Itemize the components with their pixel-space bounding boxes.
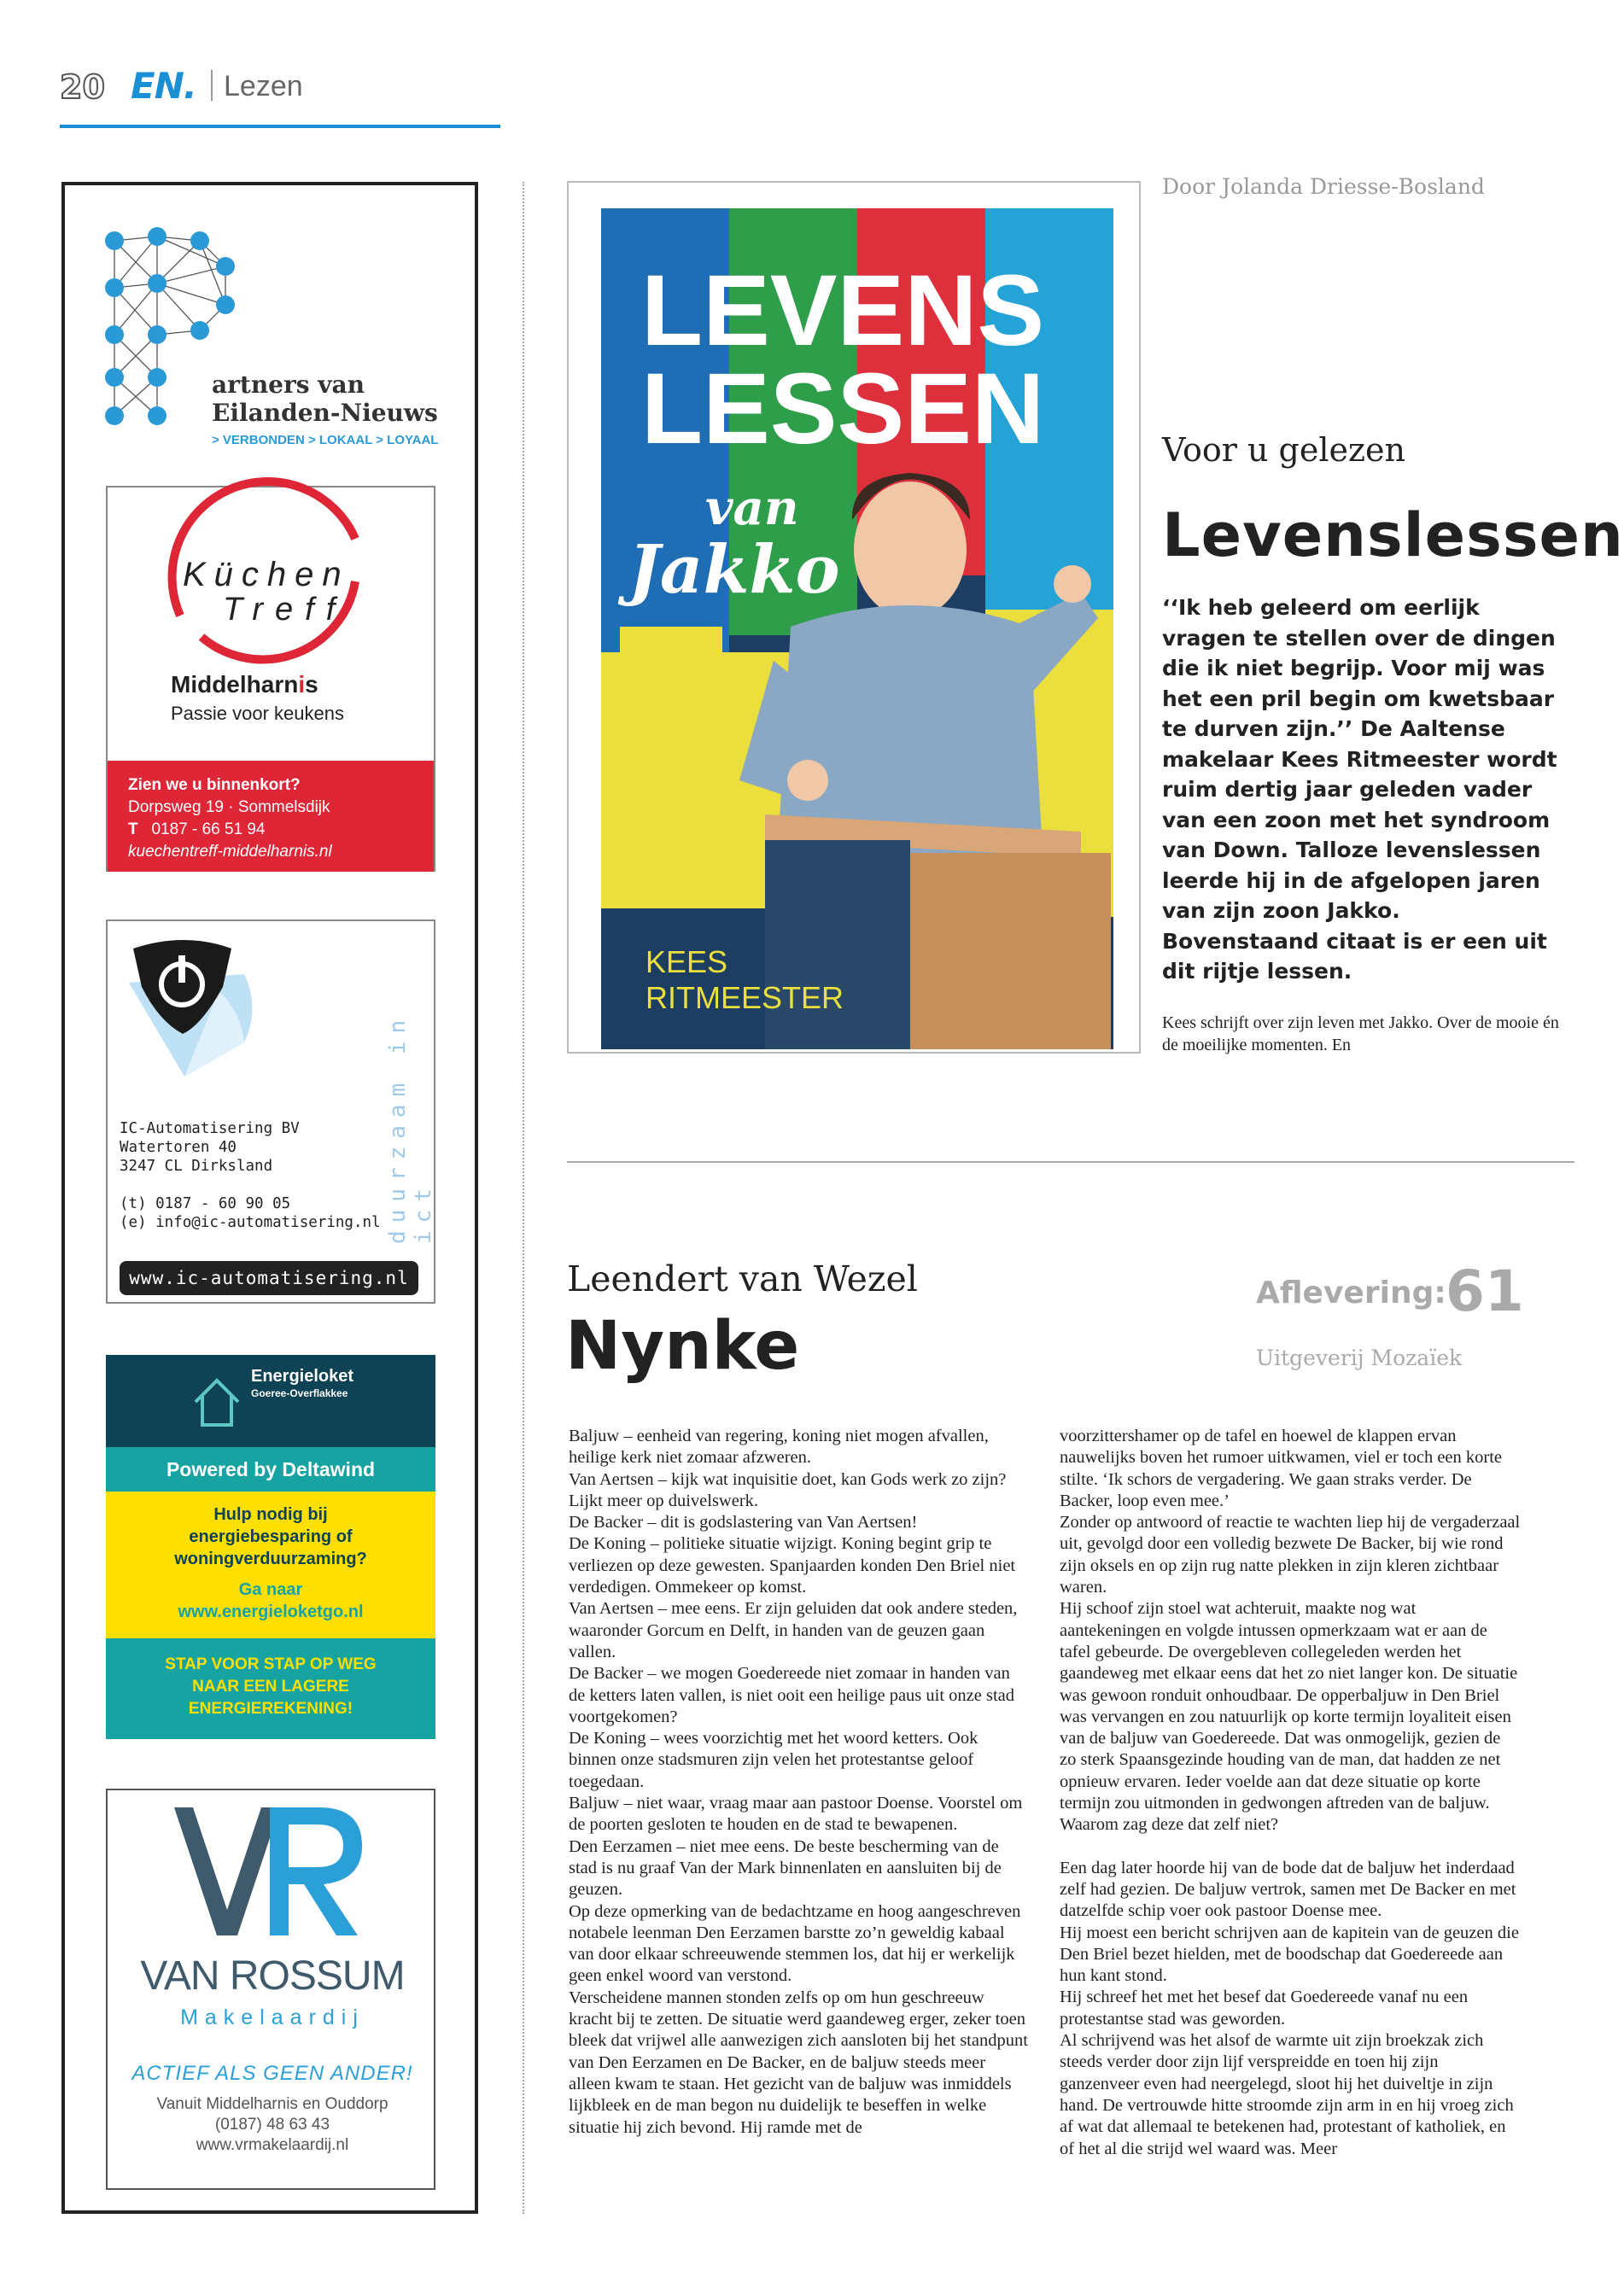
article2-title: Nynke <box>565 1308 800 1385</box>
paragraph: Van Aertsen – kijk wat inquisitie doet, kan Gods werk zo zijn? Lijkt meer op duivelswerk. <box>569 1469 1007 1510</box>
article2-author: Leendert van Wezel <box>567 1258 918 1299</box>
paragraph: Al schrijvend was het alsof de warmte uit zijn broekzak zich steeds verder door zijn lijf verspreidde en toen hij zijn ganzenveer even had neergelegd, sloot hij het duiveltje in zijn hand. De vertrouwde hitte stroomde zijn arm in en hij vroeg zich af wat dat allemaal te betekenen had, protestant of katholiek, en of het al die strijd wel waard was. Meer <box>1060 2031 1514 2158</box>
article1-byline: Door Jolanda Driesse-Bosland <box>1162 174 1485 199</box>
cover-author-first: KEES <box>646 944 728 979</box>
episode-number: 61 <box>1446 1258 1524 1324</box>
cover-title-line1: LEVENS <box>641 254 1045 367</box>
paragraph: Op deze opmerking van de bedachtzame en hoog aangeschreven notabele leenman Den Eerzamen barstte zo’n geweldig kabaal van door elkaar schreeuwende stemmen los, dat hij er werkelijk geen enkel woord van verstond. <box>569 1901 1021 1986</box>
paragraph: voorzittershamer op de tafel en hoewel de klappen ervan nauwelijks boven het rumoer uitkwamen, viel er toch een korte stilte. ‘Ik schors de vergadering. We gaan straks verder. De Backer, loop even mee.’ <box>1060 1427 1503 1510</box>
van-rossum-ad[interactable] <box>106 1789 435 2190</box>
ad-column <box>61 182 478 2214</box>
energieloket-q3: woningverduurzaming? <box>174 1550 367 1568</box>
cover-author-last: RITMEESTER <box>646 980 844 1015</box>
energieloket-powered-by: Powered by Deltawind <box>106 1447 435 1492</box>
energieloket-s2: NAAR EEN LAGERE <box>192 1678 349 1696</box>
paragraph: Verscheidene mannen stonden zelfs op om hun geschreeuw kracht bij te zetten. De situatie werd gaandeweg erger, zeker toen bleek dat vrijwel alle aanwezigen zich aansloten bij het standpunt van Den Eerzamen en De Backer, en de baljuw steeds meer alleen kwam te staan. Het gezicht van de baljuw was inmiddels lijkbleek en de man begon nu duidelijk te beseffen in welke situatie hij zich bevond. Hij ramde met de <box>569 1988 1028 2137</box>
energieloket-title: Energieloket <box>251 1367 354 1386</box>
ict-address <box>120 1119 381 1232</box>
article1-title: Levenslessen <box>1162 500 1624 570</box>
paragraph: Van Aertsen – mee eens. Er zijn geluiden dat ook andere steden, waaronder Gorcum en Delft, in handen van de geuzen gaan vallen. <box>569 1599 1018 1661</box>
paragraph: Baljuw – eenheid van regering, koning niet mogen afvallen, heilige kerk niet zomaar afzweren. <box>569 1427 989 1468</box>
energieloket-q2: energiebesparing of <box>189 1527 353 1546</box>
paragraph: Den Eerzamen – niet mee eens. De beste bescherming van de stad is nu graaf Van der Mark binnenlaten en aansluiten bij de geuzen. <box>569 1836 1002 1900</box>
paragraph-gap <box>1060 1836 1521 1858</box>
energieloket-subtitle: Goeree-Overflakkee <box>251 1387 348 1399</box>
energieloket-question <box>106 1492 435 1638</box>
partners-line2: Eilanden-Nieuws <box>212 399 438 427</box>
kuchentreff-address: Dorpsweg 19 · Sommelsdijk <box>128 798 330 816</box>
ic-automatisering-ad[interactable] <box>106 919 435 1304</box>
article2-column-right <box>1060 1426 1521 2160</box>
energieloket-web-link[interactable]: www.energieloketgo.nl <box>178 1603 364 1621</box>
house-icon <box>187 1372 247 1432</box>
book-cover-image <box>569 183 1142 1055</box>
partners-letter: P <box>166 326 218 406</box>
energieloket-footer <box>106 1638 435 1739</box>
energieloket-s1: STAP VOOR STAP OP WEG <box>165 1655 377 1673</box>
article-divider <box>567 1161 1574 1163</box>
energieloket-q1: Hulp nodig bij <box>213 1505 328 1524</box>
vr-web[interactable]: www.vrmakelaardij.nl <box>196 2136 349 2154</box>
kuchentreff-ad[interactable] <box>106 486 435 872</box>
book-cover <box>567 181 1141 1054</box>
kuchentreff-web[interactable]: kuechentreff-middelharnis.nl <box>128 843 332 861</box>
vr-logo-icon <box>174 1807 371 1944</box>
ict-web-button[interactable]: www.ic-automatisering.nl <box>120 1261 418 1295</box>
paragraph: Een dag later hoorde hij van de bode dat de baljuw het inderdaad zelf had gezien. De baljuw vertrok, samen met De Backer en met datzelfde schip voer ook pastoor Doense mee. <box>1060 1858 1516 1921</box>
kuchentreff-cta: Zien we u binnenkort? <box>128 776 301 794</box>
cover-name: Jakko <box>628 531 840 609</box>
header-separator <box>211 70 213 101</box>
kuchentreff-slogan: Passie voor keukens <box>171 703 344 724</box>
paragraph: Baljuw – niet waar, vraag maar aan pastoor Doense. Voorstel om de poorten gesloten te houden en de stad te bewapenen. <box>569 1794 1023 1835</box>
header-rule <box>60 125 500 128</box>
energieloket-go-label: Ga naar <box>238 1580 303 1599</box>
vr-slogan: ACTIEF ALS GEEN ANDER! <box>131 2062 413 2085</box>
kuchentreff-contact <box>108 761 434 872</box>
partners-line1: artners van <box>212 371 365 399</box>
paragraph: De Koning – politieke situatie wijzigt. Koning begint grip te verliezen op deze gewesten. Spanjaarden konden Den Briel niet verdedigen. Ommekeer op komst. <box>569 1534 1016 1597</box>
paragraph: Hij schreef het met het besef dat Goedereede vanaf nu een protestantse stad was geworden. <box>1060 1988 1469 2029</box>
vr-contact <box>108 2094 437 2156</box>
energieloket-s3: ENERGIEREKENING! <box>188 1700 353 1718</box>
energieloket-ad[interactable] <box>106 1355 435 1739</box>
partners-tagline: > VERBONDEN > LOKAAL > LOYAAL <box>212 433 439 447</box>
paragraph: Hij schoof zijn stoel wat achteruit, maakte nog wat aantekeningen en volgde intussen opmerkzaam wat er aan de tafel gebeurde. De overgebleven collegeleden werden het gaandeweg met elkaar eens dat het zo niet langer kon. De situatie was gewoon ronduit onhoudbaar. De opperbaljuw in Den Briel was vervangen en zou natuurlijk op korte termijn loyaliteit eisen van de baljuw van Goedereede. Dat was onmogelijk, gezien de zo sterk Spaansgezinde houding van de man, dat hadden ze net opnieuw ervaren. Ieder voelde aan dat deze situatie op korte termijn zou uitmonden in gedwongen aftreden van de baljuw. Waarom zag deze dat zelf niet? <box>1060 1599 1518 1835</box>
article1-intro: ‘‘Ik heb geleerd om eerlijk vragen te stellen over de dingen die ik niet begrijp. Voor mij was het een pril begin om kwetsbaar te durven zijn.’’ De Aaltense makelaar Kees Ritmeester wordt ruim dertig jaar geleden vader van een zoon met het syndroom van Down. Talloze levenslessen leerde hij in de afgelopen jaren van zijn zoon Jakko. Bovenstaand citaat is er een uit dit rijtje lessen. <box>1162 595 1557 984</box>
ict-street: Watertoren 40 <box>120 1139 237 1156</box>
vr-name: VAN ROSSUM <box>140 1953 405 1999</box>
brand-logo[interactable]: EN. <box>131 65 196 107</box>
ict-name: IC-Automatisering BV <box>120 1120 300 1137</box>
page-number: 20 <box>60 68 105 106</box>
kuchentreff-phone: T 0187 - 66 51 94 <box>128 820 266 838</box>
paragraph: Hij moest een bericht schrijven aan de kapitein van de geuzen die Den Briel bezet hielden, met de boodschap dat Goedereede aan hun kant stond. <box>1060 1923 1519 1986</box>
section-label: Lezen <box>224 70 303 102</box>
ict-phone: (t) 0187 - 60 90 05 <box>120 1195 291 1212</box>
ict-vertical-slogan: duurzaam in ict <box>385 1012 436 1244</box>
ict-city: 3247 CL Dirksland <box>120 1158 273 1175</box>
energieloket-header <box>106 1355 435 1447</box>
paragraph: Zonder op antwoord of reactie te wachten liep hij de vergaderzaal uit, gevolgd door een volledig bezwete De Backer, bij wie rond zijn oksels en op zijn rug natte plekken in zijn kleren zichtbaar waren. <box>1060 1513 1521 1597</box>
column-divider <box>523 182 524 2214</box>
paragraph: De Backer – dit is godslastering van Van Aertsen! <box>569 1513 918 1532</box>
vr-subtitle: Makelaardij <box>180 2005 365 2029</box>
vr-phone: (0187) 48 63 43 <box>214 2116 330 2134</box>
cover-title-line2: LESSEN <box>641 353 1045 465</box>
publisher: Uitgeverij Mozaïek <box>1256 1346 1463 1370</box>
episode-label: Aflevering: <box>1256 1276 1446 1311</box>
kuchentreff-logo-line1: Küchen <box>183 556 350 593</box>
partners-ad[interactable] <box>106 219 447 467</box>
vr-location: Vanuit Middelharnis en Ouddorp <box>156 2095 388 2113</box>
kuchentreff-logo-line2: Treff <box>223 592 348 628</box>
cover-van: van <box>705 480 799 536</box>
article1-kicker: Voor u gelezen <box>1162 431 1405 469</box>
paragraph: De Koning – wees voorzichtig met het woord ketters. Ook binnen onze stadsmuren zijn velen het protestantse geloof toegedaan. <box>569 1729 978 1791</box>
ict-email[interactable]: (e) info@ic-automatisering.nl <box>120 1214 381 1231</box>
article2-column-left <box>569 1426 1030 2139</box>
paragraph: De Backer – we mogen Goedereede niet zomaar in handen van de ketters laten vallen, is niet ooit een heilige paus uit onze stad voortgekomen? <box>569 1664 1015 1726</box>
ict-power-logo-icon <box>116 931 287 1094</box>
article1-body: Kees schrijft over zijn leven met Jakko. Over de mooie én de moeilijke momenten. En <box>1162 1013 1559 1054</box>
kuchentreff-city: Middelharnis <box>171 671 318 698</box>
